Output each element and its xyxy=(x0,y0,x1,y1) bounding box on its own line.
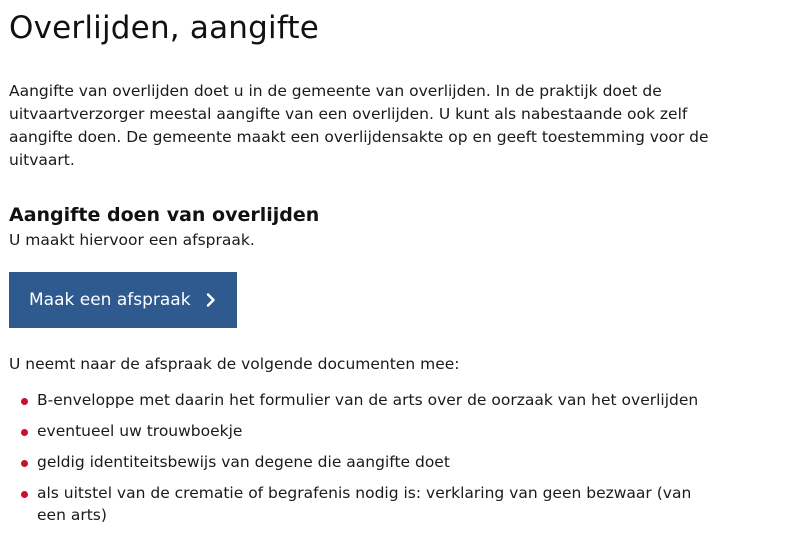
section-subtext: U maakt hiervoor een afspraak. xyxy=(9,231,255,249)
chevron-right-icon xyxy=(205,293,217,307)
list-item xyxy=(9,420,707,442)
documents-intro: U neemt naar de afspraak de volgende documenten mee: xyxy=(9,355,460,373)
list-item xyxy=(9,389,707,411)
documents-list xyxy=(9,389,719,526)
list-item-text: als uitstel van de crematie of begrafenis nodig is: verklaring van geen bezwaar (van een arts) xyxy=(37,484,692,524)
list-item-text: geldig identiteitsbewijs van degene die aangifte doet xyxy=(37,453,450,471)
list-item xyxy=(9,482,707,526)
make-appointment-button-label: Maak een afspraak xyxy=(29,290,191,310)
intro-paragraph: Aangifte van overlijden doet u in de gemeente van overlijden. In de praktijk doet de uitvaartverzorger meestal aangifte van een overlijden. U kunt als nabestaande ook zelf aangifte doen. De gemeente maakt een overlijdensakte op en geeft toestemming voor de uitvaart. xyxy=(9,82,709,169)
main-content xyxy=(9,0,719,535)
bullet-icon xyxy=(21,491,28,498)
page-title: Overlijden, aangifte xyxy=(9,10,320,46)
list-item-text: eventueel uw trouwboekje xyxy=(37,422,243,440)
make-appointment-button[interactable] xyxy=(9,272,237,328)
list-item-text: B-enveloppe met daarin het formulier van de arts over de oorzaak van het overlijden xyxy=(37,391,699,409)
section-heading: Aangifte doen van overlijden xyxy=(9,204,320,226)
bullet-icon xyxy=(21,460,28,467)
bullet-icon xyxy=(21,398,28,405)
bullet-icon xyxy=(21,429,28,436)
list-item xyxy=(9,451,707,473)
